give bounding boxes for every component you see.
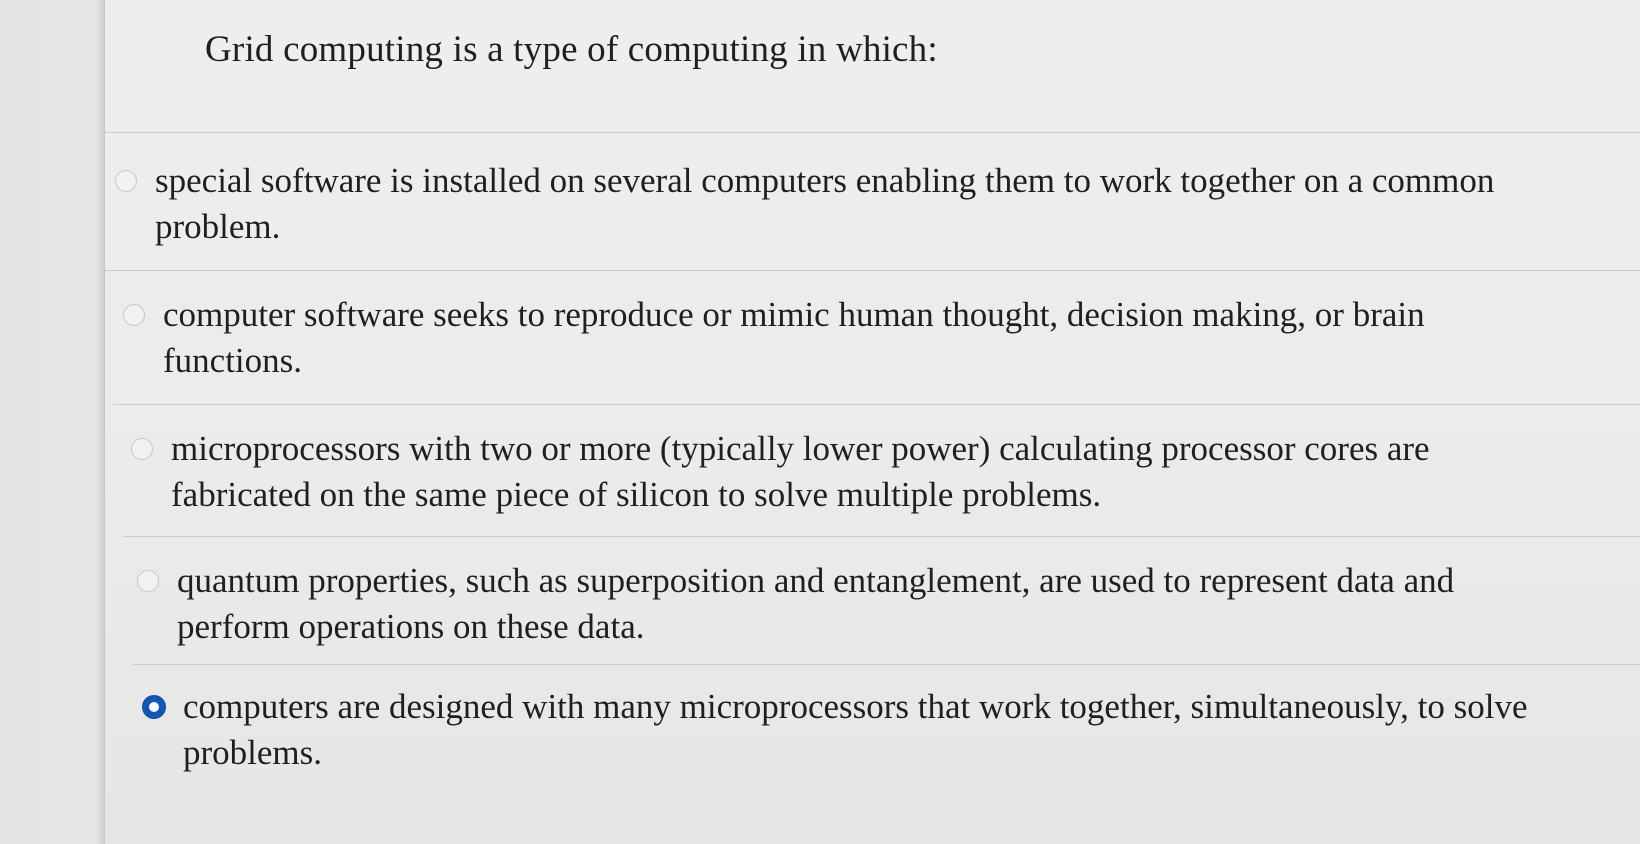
question-page — [104, 0, 1640, 844]
answer-option-4-text: quantum properties, such as superposition and entanglement, are used to represent data and perform operations on these data. — [177, 561, 1455, 646]
answer-option-1[interactable] — [115, 158, 1535, 250]
option-divider — [113, 404, 1640, 405]
answer-option-4[interactable] — [137, 558, 1557, 650]
answer-option-1-text: special software is installed on several computers enabling them to work together on a common problem. — [155, 161, 1495, 246]
answer-option-2[interactable] — [123, 292, 1543, 384]
option-divider — [105, 132, 1640, 133]
option-divider — [105, 270, 1640, 271]
radio-button-unselected-icon[interactable] — [115, 170, 137, 192]
radio-button-unselected-icon[interactable] — [131, 438, 153, 460]
option-divider — [123, 536, 1640, 537]
answer-option-3[interactable] — [131, 426, 1551, 518]
answer-option-5-text: computers are designed with many microprocessors that work together, simultaneously, to solve problems. — [183, 687, 1528, 772]
answer-option-2-text: computer software seeks to reproduce or mimic human thought, decision making, or brain functions. — [163, 295, 1425, 380]
option-divider — [133, 664, 1640, 665]
radio-button-unselected-icon[interactable] — [123, 304, 145, 326]
radio-button-unselected-icon[interactable] — [137, 570, 159, 592]
radio-button-selected-icon[interactable] — [143, 696, 165, 718]
left-gutter — [0, 0, 104, 844]
question-text: Grid computing is a type of computing in which: — [205, 29, 938, 70]
answer-option-3-text: microprocessors with two or more (typically lower power) calculating processor cores are fabricated on the same piece of silicon to solve multiple problems. — [171, 429, 1430, 514]
answer-option-5[interactable] — [143, 684, 1563, 776]
